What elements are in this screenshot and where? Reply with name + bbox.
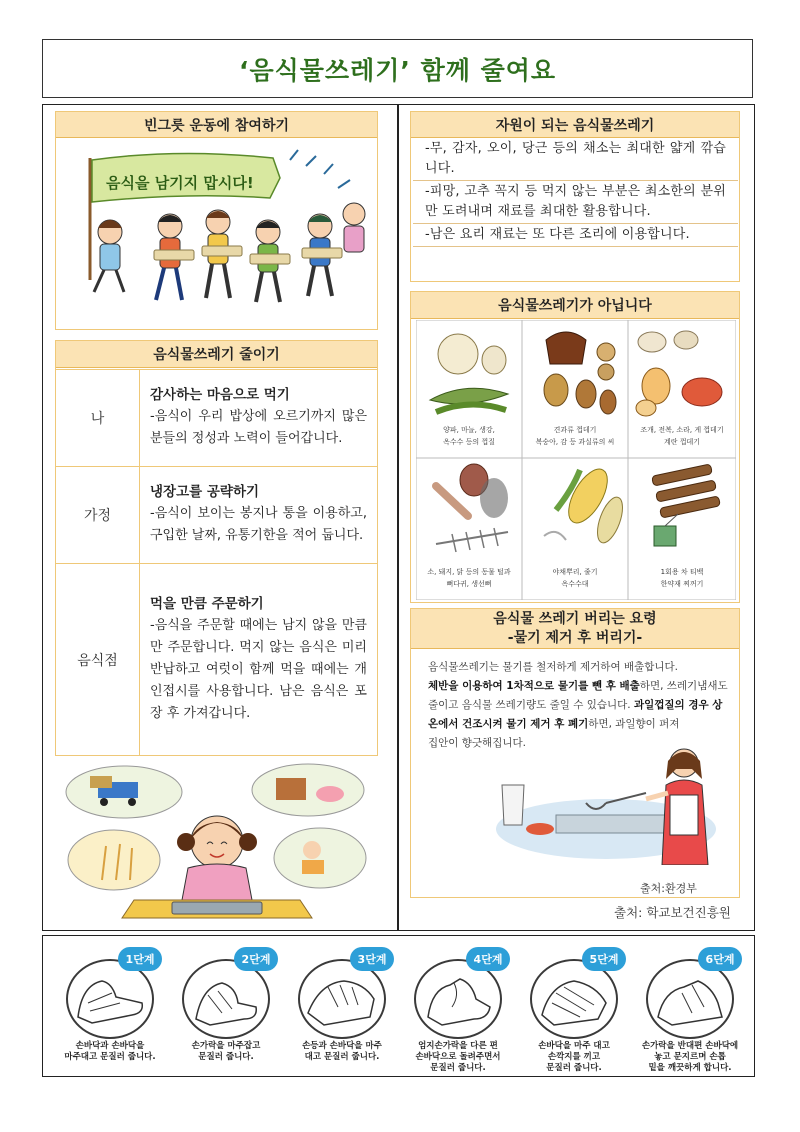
- grateful-girl-illustration: [62, 760, 372, 920]
- cell-label: 양파, 마늘, 생강,: [443, 426, 495, 434]
- reduce-table: [55, 369, 378, 756]
- step-badge: 1단계: [118, 947, 162, 971]
- cell-label: 옥수수 등의 껍질: [443, 438, 495, 446]
- cell-label: 계란 껍데기: [663, 438, 701, 446]
- banner-text: 음식을 남기지 맙시다!: [106, 174, 254, 192]
- hands-icon: [536, 973, 612, 1029]
- step-caption: 손가락을 반대편 손바닥에 놓고 문지르며 손톱 밑을 깨끗하게 합니다.: [641, 1041, 739, 1073]
- handwash-step-3: [284, 943, 400, 1073]
- column-divider: [397, 104, 399, 931]
- hands-icon: [304, 973, 380, 1029]
- bingrut-heading: 빈그릇 운동에 참여하기: [56, 112, 377, 138]
- sink-woman-illustration: [496, 745, 732, 865]
- cell-label: 소, 돼지, 닭 등의 동물 털과: [427, 568, 511, 576]
- hands-icon: [652, 973, 728, 1029]
- dispose-source: 출처:환경부: [640, 882, 697, 895]
- cell-label: 복숭아, 감 등 과실류의 씨: [535, 438, 615, 446]
- dispose-heading: [411, 609, 739, 649]
- not-waste-heading: 음식물쓰레기가 아닙니다: [411, 292, 739, 319]
- resource-list: [413, 138, 738, 247]
- hands-icon: [188, 973, 264, 1029]
- resource-heading: 자원이 되는 음식물쓰레기: [411, 112, 739, 138]
- dispose-p1: 음식물쓰레기는 물기를 철저하게 제거하여 배출합니다.: [428, 661, 678, 673]
- step-caption: 엄지손가락을 다른 편 손바닥으로 돌려주면서 문질러 줍니다.: [415, 1041, 501, 1073]
- row-description: -음식을 주문할 때에는 남지 않을 만큼만 주문합니다. 먹지 않는 음식은 미리 반납하고 여럿이 함께 먹을 때에는 개인접시를 사용합니다. 남은 음식은 포장 후 가져갑니다.: [150, 617, 367, 721]
- row-label-restaurant: 음식점: [56, 564, 140, 756]
- handwash-step-1: [52, 943, 168, 1073]
- dispose-p4: 집안이 향긋해집니다.: [428, 737, 526, 749]
- dispose-p2-rest: 하면, 쓰레기냄새도 줄이고 음식물 쓰레기량도 줄일 수 있습니다.: [428, 680, 728, 711]
- dispose-p3-bold: 과일껍질의 경우 상온에서 건조시켜 물기 제거 후 폐기: [428, 699, 723, 730]
- dispose-heading-line2: -물기 제거 후 버리기-: [507, 629, 643, 646]
- handwash-step-6: [632, 943, 748, 1073]
- step-badge: 3단계: [350, 947, 394, 971]
- row-subtitle: 냉장고를 공략하기: [150, 484, 260, 500]
- dispose-p3-rest: 하면, 과일향이 퍼져: [588, 718, 680, 730]
- cell-label: 견과류 껍데기: [553, 426, 597, 434]
- cell-label: 뼈다귀, 생선뼈: [446, 580, 492, 588]
- row-label-home: 가정: [56, 467, 140, 564]
- row-label-me: 나: [56, 370, 140, 467]
- dispose-text: [428, 658, 728, 753]
- cell-label: 조개, 전복, 소라, 게 껍데기: [640, 426, 724, 434]
- handwash-step-4: [400, 943, 516, 1073]
- table-row: [56, 370, 378, 467]
- hands-icon: [420, 973, 496, 1029]
- hands-icon: [72, 973, 148, 1029]
- reduce-heading: 음식물쓰레기 줄이기: [56, 341, 377, 368]
- step-caption: 손바닥과 손바닥을 마주대고 문질러 줍니다.: [64, 1041, 156, 1062]
- list-item: -피망, 고추 꼭지 등 먹지 않는 부분은 최소한의 분위만 도려내며 재료를 최대한 활용합니다.: [413, 181, 738, 224]
- dispose-p2-bold: 체반을 이용하여 1차적으로 물기를 뺀 후 배출: [428, 680, 640, 692]
- step-badge: 5단계: [582, 947, 626, 971]
- row-subtitle: 먹을 만큼 주문하기: [150, 595, 264, 612]
- page-title: ‘음식물쓰레기’ 함께 줄여요: [238, 55, 557, 85]
- step-badge: 2단계: [234, 947, 278, 971]
- step-badge: 4단계: [466, 947, 510, 971]
- table-row: [56, 564, 378, 756]
- list-item: -무, 감자, 오이, 당근 등의 채소는 최대한 얇게 깎습니다.: [413, 138, 738, 181]
- step-badge: 6단계: [698, 947, 742, 971]
- cell-label: 1회용 차 티백: [660, 568, 704, 576]
- page-source: 출처: 학교보건진흥원: [614, 905, 731, 920]
- cell-label: 야채뿌리, 줄기: [552, 568, 598, 576]
- dispose-heading-line1: 음식물 쓰레기 버리는 요령: [493, 610, 657, 627]
- handwash-step-5: [516, 943, 632, 1073]
- step-caption: 손등과 손바닥을 마주 대고 문질러 줍니다.: [302, 1041, 382, 1062]
- table-row: [56, 467, 378, 564]
- cell-label: 옥수수대: [561, 580, 589, 588]
- row-description: -음식이 우리 밥상에 오르기까지 많은 분들의 정성과 노력이 들어갑니다.: [150, 409, 367, 446]
- step-caption: 손가락을 마주잡고 문질러 줍니다.: [191, 1041, 261, 1062]
- step-caption: 손바닥을 마주 대고 손깍지를 끼고 문질러 줍니다.: [538, 1041, 610, 1073]
- list-item: -남은 요리 재료는 또 다른 조리에 이용합니다.: [413, 224, 738, 247]
- not-waste-grid: [416, 320, 736, 600]
- title-box: [42, 39, 753, 98]
- bingrut-illustration: [58, 140, 376, 328]
- cell-label: 한약재 찌꺼기: [660, 580, 704, 588]
- row-subtitle: 감사하는 마음으로 먹기: [150, 387, 290, 403]
- row-description: -음식이 보이는 봉지나 통을 이용하고, 구입한 날짜, 유통기한을 적어 둡니다.: [150, 506, 367, 543]
- handwash-step-2: [168, 943, 284, 1073]
